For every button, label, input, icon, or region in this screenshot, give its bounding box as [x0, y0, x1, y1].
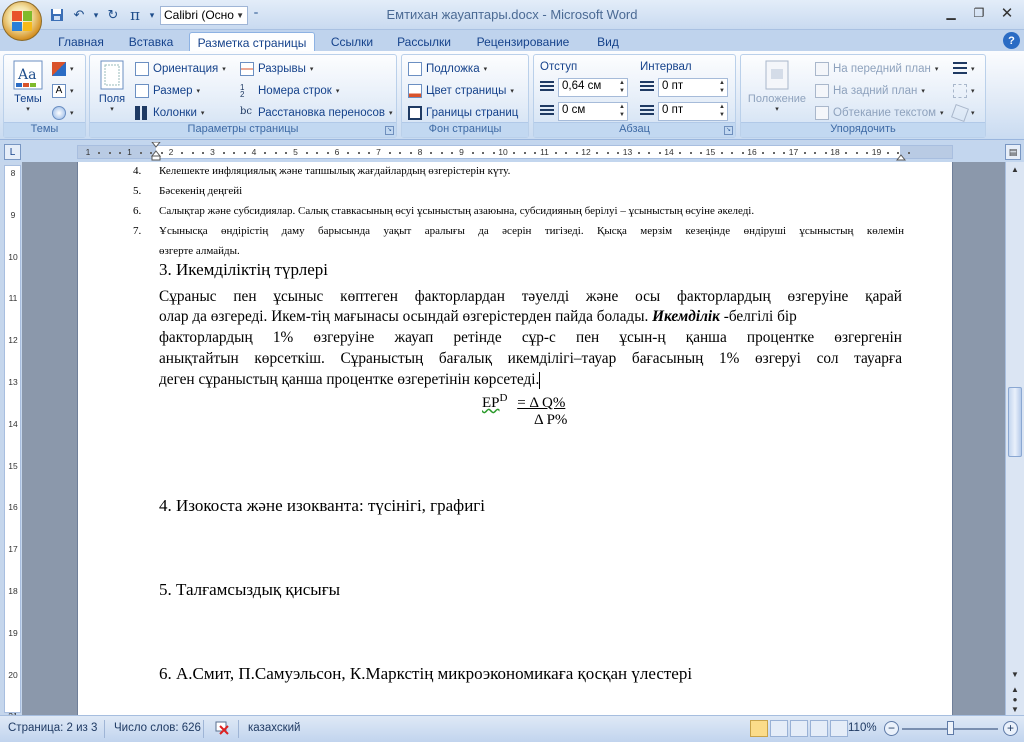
group-page-background [401, 54, 529, 138]
align-icon [953, 62, 967, 76]
draft-view-icon[interactable] [830, 720, 848, 737]
ruler-tick-label: 15 [705, 147, 716, 157]
vertical-ruler[interactable] [4, 165, 21, 713]
orientation-button[interactable] [135, 59, 226, 78]
size-button[interactable] [135, 81, 200, 100]
chevron-down-icon: ▾ [934, 65, 939, 73]
hyphenation-label: Расстановка переносов [258, 106, 385, 119]
customize-qat-icon[interactable]: ⁼ [253, 9, 259, 20]
ruler-tick-label: 4 [251, 147, 257, 157]
ruler-tick-mark [389, 152, 391, 154]
page-color-label: Цвет страницы [426, 84, 507, 97]
margins-button[interactable] [94, 59, 130, 113]
watermark-label: Подложка [426, 62, 480, 75]
ruler-tick-mark [555, 152, 557, 154]
page-color-button[interactable] [408, 81, 514, 100]
zoom-level[interactable]: 110% [848, 722, 877, 734]
ruler-tick-label: 16 [747, 147, 757, 157]
tab-page-layout[interactable]: Разметка страницы [189, 32, 315, 53]
list-text: Келешекте инфляциялық және тапшылық жағдайлардың өзгерістерін күту. [159, 165, 511, 177]
chevron-down-icon: ▾ [510, 87, 514, 95]
page-borders-button[interactable] [408, 103, 518, 122]
language-indicator[interactable]: казахский [248, 722, 301, 734]
chevron-down-icon: ▾ [200, 109, 205, 117]
line-numbers-label: Номера строк [258, 84, 332, 97]
ruler-tick-label: 3 [210, 147, 215, 157]
ruler-tick-label: 7 [376, 147, 381, 157]
ruler-tick-label: 11 [540, 147, 549, 157]
heading-6: 6. А.Смит, П.Самуэльсон, К.Маркстің микроэкономикаға қосқан үлестері [159, 664, 693, 683]
horizontal-ruler[interactable] [77, 145, 953, 159]
ruler-tick-mark [285, 152, 287, 154]
theme-colors-button[interactable] [52, 59, 74, 78]
ruler-tick-label: 19 [871, 147, 882, 157]
font-name-value: Calibri (Осно [164, 8, 234, 22]
chevron-down-icon: ▾ [70, 87, 74, 95]
indent-right-input[interactable]: 0 см ▲ ▼ [558, 102, 628, 121]
themes-label: Темы [14, 93, 42, 105]
ruler-tick-label: 17 [8, 544, 18, 555]
equation-icon[interactable]: π [130, 6, 140, 24]
scroll-down-icon[interactable]: ▼ [1011, 670, 1019, 679]
list-item [133, 205, 893, 221]
equation-dropdown-icon[interactable]: ▾ [149, 9, 155, 20]
group-label: Абзац [534, 122, 735, 137]
breaks-icon [240, 62, 254, 76]
zoom-out-icon[interactable]: − [884, 721, 899, 736]
paragraph-line: факторлардың 1% өзгеруіне жауап ретінде сұр-с пен ұсын-ң қанша процентке өзгергенін [159, 329, 902, 346]
tab-selector-button[interactable]: L [4, 144, 21, 160]
list-number: 4. [133, 165, 142, 177]
list-number: 5. [133, 185, 142, 197]
ruler-tick-mark [493, 152, 495, 154]
paragraph-text: деген сұраныстың қанша процентке өзгеретінін көрсетеді. [159, 371, 540, 388]
indent-left-input[interactable]: 0,64 см ▲ ▼ [558, 78, 628, 97]
ruler-tick-label: 16 [8, 502, 18, 513]
columns-button[interactable] [135, 103, 204, 122]
ruler-tick-mark [596, 152, 598, 154]
ruler-tick-mark [856, 152, 858, 154]
chevron-down-icon: ▾ [483, 65, 488, 73]
ruler-tick-mark [721, 152, 723, 154]
ruler-tick-label: 2 [168, 147, 174, 157]
group-label: Темы [4, 122, 85, 137]
heading-5: 5. Талғамсыздық қисығы [159, 580, 341, 599]
ribbon [0, 51, 1024, 140]
group-label: Параметры страницы [90, 122, 396, 137]
list-item [133, 225, 903, 241]
ruler-tick-mark [119, 152, 121, 154]
ruler-tick-label: 8 [417, 147, 423, 157]
ruler-tick-mark [368, 152, 370, 154]
list-text: Ұсынысқа өндірістің даму барысында уақыт аралығы да әсерін тигізеді. Қысқа мерзім кезеңінде өндіруші ұсыныстың көлемін [159, 225, 904, 237]
office-logo-icon [12, 11, 32, 31]
spacing-after-input[interactable]: 0 пт ▲ ▼ [658, 102, 728, 121]
office-button[interactable] [2, 1, 42, 41]
text-wrap-label: Обтекание текстом [833, 106, 936, 119]
ruler-tick-mark [607, 152, 609, 154]
indent-marker-icon[interactable] [151, 142, 161, 162]
theme-colors-icon [52, 62, 66, 76]
ruler-tick-mark [430, 152, 432, 154]
list-item [133, 165, 893, 181]
chevron-down-icon: ▾ [222, 65, 226, 73]
list-item [133, 245, 893, 261]
list-number: 6. [133, 205, 142, 217]
zoom-slider-knob[interactable] [947, 721, 954, 735]
ruler-tick-mark [327, 152, 329, 154]
svg-text:Aa: Aa [18, 67, 37, 83]
ruler-tick-mark [233, 152, 235, 154]
ruler-row [0, 141, 1024, 162]
ruler-tick-mark [679, 152, 681, 154]
view-ruler-button[interactable]: ▤ [1005, 144, 1021, 160]
ruler-tick-label: 17 [788, 147, 799, 157]
group-objects-icon [953, 84, 967, 98]
ruler-tick-mark [534, 152, 536, 154]
scroll-up-icon[interactable]: ▲ [1011, 165, 1019, 174]
status-bar [0, 715, 1024, 742]
prev-page-icon[interactable]: ▲ [1011, 685, 1019, 694]
heading-4: 4. Изокоста және изокванта: түсінігі, графигі [159, 496, 485, 515]
ruler-tick-mark [814, 152, 816, 154]
web-layout-view-icon[interactable] [790, 720, 808, 737]
line-numbers-button[interactable] [240, 81, 339, 100]
ruler-tick-mark [845, 152, 847, 154]
heading-3: 3. Икемділіктің түрлері [159, 260, 328, 279]
bring-front-label: На передний план [833, 62, 931, 75]
ruler-tick-mark [181, 152, 183, 154]
ruler-tick-label: 12 [8, 335, 18, 346]
position-button[interactable] [745, 59, 809, 113]
scroll-thumb[interactable] [1008, 387, 1022, 457]
orientation-icon [135, 62, 149, 76]
paragraph-line: Сұраныс пен ұсыныс көптеген факторлардан тәуелді және осы факторлардың өзгеруіне қарай [159, 288, 902, 305]
undo-icon[interactable]: ↶ [73, 7, 85, 22]
chevron-down-icon: ▾ [26, 106, 30, 113]
rotate-icon [951, 104, 969, 122]
ruler-tick-mark [192, 152, 194, 154]
zoom-in-icon[interactable]: + [1003, 721, 1018, 736]
ruler-tick-mark [347, 152, 349, 154]
spelling-check-icon[interactable] [214, 719, 232, 738]
ruler-tick-mark [700, 152, 702, 154]
ruler-tick-mark [887, 152, 889, 154]
ribbon-tabs [0, 30, 1024, 52]
text-wrap-button[interactable] [815, 103, 944, 122]
send-back-icon [815, 84, 829, 98]
page-borders-icon [408, 106, 422, 120]
term-bold-italic: Икемділік [652, 308, 720, 325]
tab-home[interactable]: Главная [58, 35, 104, 49]
ruler-tick-mark [524, 152, 526, 154]
list-text: өзгерте алмайды. [159, 245, 240, 257]
chevron-down-icon: ▼ [236, 10, 244, 20]
theme-effects-icon [52, 106, 66, 120]
paragraph-line [159, 371, 540, 389]
ruler-tick-label: 15 [8, 460, 18, 471]
formula [482, 392, 565, 412]
theme-effects-button[interactable] [52, 103, 74, 122]
tab-view[interactable]: Вид [597, 35, 619, 49]
divider [104, 720, 105, 738]
ruler-tick-mark [690, 152, 692, 154]
ruler-tick-mark [565, 152, 567, 154]
print-layout-view-icon[interactable] [750, 720, 768, 737]
chevron-down-icon: ▾ [971, 87, 975, 95]
ruler-tick-mark [202, 152, 204, 154]
theme-fonts-icon: A [52, 84, 66, 98]
dialog-launcher-icon[interactable]: ↘ [725, 127, 732, 133]
ruler-tick-mark [264, 152, 266, 154]
ruler-tick-mark [513, 152, 515, 154]
breaks-label: Разрывы [258, 62, 306, 75]
columns-icon [135, 106, 149, 120]
chevron-down-icon: ▾ [335, 87, 340, 95]
list-item [133, 185, 893, 201]
ruler-tick-label: 20 [8, 669, 18, 680]
ruler-tick-mark [399, 152, 401, 154]
margins-label: Поля [98, 93, 126, 105]
spacing-before-input[interactable]: 0 пт ▲ ▼ [658, 78, 728, 97]
formula-sup: D [499, 392, 508, 404]
send-back-button[interactable] [815, 81, 925, 100]
indent-left-control [540, 77, 628, 97]
spacing-before-control [640, 77, 728, 97]
group-arrange [740, 54, 986, 138]
ruler-tick-label: 6 [334, 147, 340, 157]
ruler-tick-mark [804, 152, 806, 154]
ruler-tick-mark [773, 152, 775, 154]
paragraph-line [159, 308, 797, 326]
formula-denominator: Δ P% [534, 412, 568, 428]
ruler-tick-mark [109, 152, 111, 154]
formula-numerator: = Δ Q% [517, 395, 566, 411]
group-themes [3, 54, 86, 138]
position-label: Положение [747, 93, 807, 105]
close-icon[interactable]: ✕ [1000, 5, 1014, 22]
ruler-tick-mark [638, 152, 640, 154]
tab-references[interactable]: Ссылки [330, 35, 374, 49]
next-page-icon[interactable]: ▼ [1011, 705, 1019, 714]
watermark-icon [408, 62, 422, 76]
group-label: Фон страницы [402, 122, 528, 137]
size-icon [135, 84, 149, 98]
title-bar [0, 0, 1024, 30]
outline-view-icon[interactable] [810, 720, 828, 737]
window-controls [938, 4, 1020, 22]
ruler-tick-mark [783, 152, 785, 154]
chevron-down-icon: ▾ [196, 87, 201, 95]
ruler-tick-mark [762, 152, 764, 154]
hyphenation-button[interactable] [240, 103, 393, 122]
ruler-tick-mark [648, 152, 650, 154]
orientation-label: Ориентация [153, 62, 219, 75]
dialog-launcher-icon[interactable]: ↘ [386, 127, 393, 133]
ruler-tick-mark [731, 152, 733, 154]
position-icon [761, 59, 793, 91]
browse-object-icon[interactable]: ● [1012, 695, 1018, 704]
ruler-tick-label: 9 [10, 209, 16, 220]
ruler-tick-label: 13 [622, 147, 633, 157]
text-wrap-icon [815, 106, 829, 120]
tab-review[interactable]: Рецензирование [476, 35, 570, 49]
spacing-after-control [640, 101, 728, 121]
ruler-tick-mark [866, 152, 868, 154]
window-title: Емтихан жауаптары.docx - Microsoft Word [386, 7, 638, 22]
ruler-tick-label: 1 [127, 147, 132, 157]
divider [203, 720, 204, 738]
ruler-tick-label: 18 [8, 586, 18, 596]
help-icon[interactable]: ? [1003, 32, 1020, 49]
indent-right-icon [540, 105, 554, 117]
ruler-tick-label: 8 [10, 168, 16, 178]
redo-icon[interactable]: ↻ [107, 7, 119, 22]
ruler-tick-mark [742, 152, 744, 154]
ruler-tick-mark [482, 152, 484, 154]
page-count[interactable]: Страница: 2 из 3 [8, 722, 98, 734]
theme-fonts-button[interactable] [52, 81, 74, 100]
ruler-tick-mark [441, 152, 443, 154]
themes-button[interactable] [8, 59, 48, 113]
ruler-tick-mark [410, 152, 412, 154]
list-number: 7. [133, 225, 142, 237]
text-cursor [539, 372, 540, 389]
chevron-down-icon: ▾ [389, 109, 393, 117]
list-text: Салықтар және субсидиялар. Салық ставкасының өсуі ұсыныстың азаюына, субсидияның берілуі – ұсыныстың өсуіне әкеледі. [159, 205, 755, 217]
chevron-down-icon: ▾ [775, 106, 779, 113]
ruler-tick-mark [244, 152, 246, 154]
ruler-tick-label: 9 [459, 147, 464, 157]
chevron-down-icon: ▾ [971, 65, 975, 73]
divider [238, 720, 239, 738]
document-area [22, 162, 1005, 715]
ruler-tick-mark [825, 152, 827, 154]
margins-icon [96, 59, 128, 91]
indent-left-icon [540, 81, 554, 93]
ruler-tick-label: 1 [85, 147, 91, 157]
paragraph-text: олар да өзгереді. Икем-тің мағынасы осындай өзгерістерден пайда болады. [159, 308, 649, 325]
paragraph-text: -белгілі бір [723, 308, 797, 325]
tab-mailings[interactable]: Рассылки [397, 35, 451, 49]
ruler-tick-mark [908, 152, 910, 154]
right-indent-marker-icon[interactable] [896, 151, 906, 161]
breaks-button[interactable] [240, 59, 313, 78]
ruler-tick-label: 13 [8, 377, 18, 387]
vertical-scrollbar[interactable] [1005, 162, 1024, 715]
ruler-tick-label: 19 [8, 627, 18, 638]
ruler-tick-label: 18 [830, 147, 840, 157]
page-borders-label: Границы страниц [426, 106, 519, 119]
full-screen-reading-view-icon[interactable] [770, 720, 788, 737]
themes-icon [12, 59, 44, 91]
ruler-tick-mark [316, 152, 318, 154]
chevron-down-icon: ▾ [70, 109, 74, 117]
paint-bucket-icon [408, 84, 422, 98]
group-label: Упорядочить [741, 122, 985, 137]
undo-dropdown-icon[interactable]: ▾ [93, 9, 99, 20]
list-text: Бәсекенің деңгейі [159, 185, 243, 197]
tab-insert[interactable]: Вставка [128, 35, 174, 49]
bring-front-icon [815, 62, 829, 76]
group-objects-button[interactable] [953, 81, 975, 100]
chevron-down-icon: ▾ [940, 109, 944, 117]
send-back-label: На задний план [833, 84, 918, 97]
ruler-tick-mark [275, 152, 277, 154]
ruler-tick-mark [223, 152, 225, 154]
bring-front-button[interactable] [815, 59, 938, 78]
spacing-after-icon [640, 105, 654, 117]
ruler-tick-mark [98, 152, 100, 154]
word-count[interactable]: Число слов: 626 [114, 722, 201, 734]
ruler-tick-mark [576, 152, 578, 154]
ruler-tick-mark [451, 152, 453, 154]
hyphenation-icon: bc [240, 105, 253, 117]
line-numbers-icon: 1 2 [240, 82, 245, 99]
indent-right-control [540, 101, 628, 121]
ruler-tick-label: 5 [293, 147, 298, 157]
chevron-down-icon: ▾ [971, 109, 975, 117]
ruler-tick-mark [617, 152, 619, 154]
ruler-tick-mark [358, 152, 360, 154]
rotate-button[interactable] [953, 103, 975, 122]
indent-heading: Отступ [540, 60, 578, 73]
spacing-heading: Интервал [640, 60, 692, 73]
watermark-button[interactable] [408, 59, 487, 78]
formula-lhs: EP [482, 395, 500, 411]
group-paragraph [533, 54, 736, 138]
chevron-down-icon: ▾ [309, 65, 314, 73]
ruler-tick-label: 14 [8, 418, 18, 429]
ruler-tick-mark [306, 152, 308, 154]
group-page-setup [89, 54, 397, 138]
size-label: Размер [153, 84, 193, 97]
chevron-down-icon: ▾ [110, 106, 114, 113]
ruler-tick-label: 12 [581, 147, 591, 157]
paragraph-line: анықтайтын көрсеткіш. Сұраныстың бағалық икемділігі–тауар бағасының 1% өзгеруі сол тауарға [159, 350, 902, 367]
document-page[interactable] [77, 162, 953, 715]
ruler-tick-mark [140, 152, 142, 154]
align-button[interactable] [953, 59, 975, 78]
ruler-tick-label: 11 [8, 293, 18, 304]
minimize-icon[interactable]: ▁ [946, 6, 956, 20]
ruler-tick-label: 10 [8, 251, 18, 262]
chevron-down-icon: ▾ [70, 65, 74, 73]
chevron-down-icon: ▾ [921, 87, 925, 95]
ruler-tick-mark [472, 152, 474, 154]
ruler-tick-label: 10 [498, 147, 508, 157]
columns-label: Колонки [153, 106, 197, 119]
ruler-tick-label: 14 [664, 147, 674, 157]
restore-icon[interactable]: ❐ [973, 6, 985, 20]
spacing-before-icon [640, 81, 654, 93]
ruler-tick-mark [659, 152, 661, 154]
